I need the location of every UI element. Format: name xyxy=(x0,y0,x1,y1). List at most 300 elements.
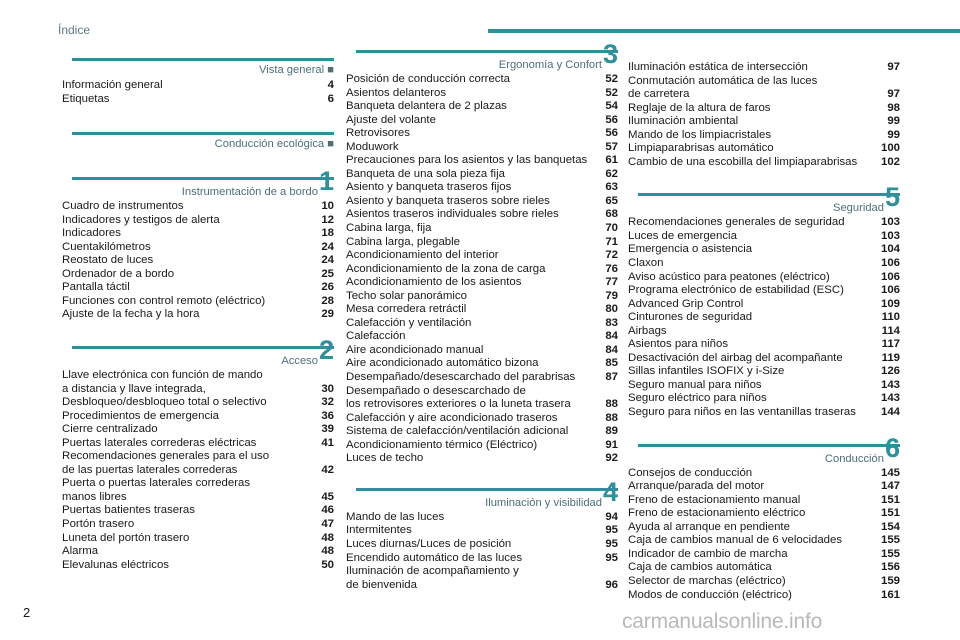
section-number: 6 xyxy=(884,432,900,463)
toc-entry-label: Asiento y banqueta traseros fijos xyxy=(346,181,512,194)
toc-entry[interactable] xyxy=(346,141,618,155)
section-heading xyxy=(62,166,334,200)
toc-entry-page: 88 xyxy=(605,398,618,411)
toc-entry-label: Puertas laterales correderas eléctricas xyxy=(62,436,257,449)
toc-entry-page: 45 xyxy=(321,490,334,503)
toc-entry[interactable] xyxy=(346,344,618,358)
section-heading xyxy=(628,182,900,216)
toc-entry-label: Información general xyxy=(62,79,163,91)
toc-entry-page: 147 xyxy=(880,480,900,493)
toc-entry-page: 159 xyxy=(880,574,900,587)
section-title: Seguridad xyxy=(832,202,884,215)
toc-entry[interactable] xyxy=(346,538,618,552)
section-heading xyxy=(628,432,900,467)
toc-section xyxy=(628,61,900,169)
toc-entry-page: 96 xyxy=(605,578,618,591)
toc-entry[interactable] xyxy=(628,129,900,143)
toc-entry-page: 99 xyxy=(887,128,900,141)
toc-entry-page: 87 xyxy=(605,371,618,384)
toc-entry-label: Luces diurnas/Luces de posición xyxy=(346,537,512,550)
toc-entry-label: Cinturones de seguridad xyxy=(628,311,753,324)
section-number: 1 xyxy=(318,166,334,197)
toc-entry[interactable] xyxy=(62,254,334,268)
toc-entry-page: 110 xyxy=(881,311,900,324)
toc-entry-label: Arranque/parada del motor xyxy=(628,480,765,493)
toc-entry-page: 18 xyxy=(321,227,334,240)
toc-entry[interactable] xyxy=(62,214,334,228)
toc-entry-label: Calefacción y ventilación xyxy=(346,316,472,329)
toc-entry-page: 117 xyxy=(881,338,900,351)
toc-entry[interactable] xyxy=(62,545,334,559)
toc-entry[interactable] xyxy=(628,379,900,393)
toc-entry[interactable] xyxy=(346,385,618,412)
toc-entry[interactable] xyxy=(62,437,334,451)
header-accent-bar xyxy=(488,29,960,33)
toc-entry-label: Retrovisores xyxy=(346,127,410,140)
toc-section xyxy=(62,166,334,322)
toc-entry[interactable] xyxy=(628,284,900,298)
toc-section xyxy=(346,39,618,466)
toc-entry-page: 42 xyxy=(321,463,334,476)
toc-entry[interactable] xyxy=(346,317,618,331)
toc-entry[interactable] xyxy=(628,271,900,285)
toc-entry-label: Airbags xyxy=(628,324,667,337)
toc-entry-label: Calefacción y aire acondicionado traseros xyxy=(346,411,558,424)
toc-entry-label: Indicador de cambio de marcha xyxy=(628,547,788,560)
toc-entry-page: 84 xyxy=(605,343,618,356)
toc-entry[interactable] xyxy=(62,79,334,93)
toc-entry-page: 95 xyxy=(605,537,618,550)
toc-entry[interactable] xyxy=(628,561,900,575)
toc-entry-page: 28 xyxy=(321,294,334,307)
toc-entry-label: Reglaje de la altura de faros xyxy=(628,101,771,114)
toc-entry[interactable] xyxy=(346,276,618,290)
toc-entry-label: Banqueta delantera de 2 plazas xyxy=(346,100,507,113)
toc-entry[interactable] xyxy=(62,410,334,424)
toc-entry-page: 25 xyxy=(321,267,334,280)
section-title: Instrumentación de a bordo xyxy=(181,186,318,199)
toc-entry-label: Llave electrónica con función de mando a distancia y llave integrada, xyxy=(62,369,263,395)
toc-entry[interactable] xyxy=(62,93,334,107)
toc-entry-page: 154 xyxy=(880,520,900,533)
toc-entry-page: 98 xyxy=(887,101,900,114)
toc-entry[interactable] xyxy=(628,467,900,481)
toc-entry-page: 143 xyxy=(880,392,900,405)
toc-entry[interactable] xyxy=(62,477,334,504)
watermark: carmanualsonline.info xyxy=(622,610,823,633)
toc-entry-page: 80 xyxy=(605,303,618,316)
toc-entry-page: 95 xyxy=(605,524,618,537)
toc-section xyxy=(62,132,334,153)
toc-entry-page: 63 xyxy=(605,181,618,194)
toc-column-1 xyxy=(62,58,334,572)
toc-entry-page: 56 xyxy=(605,127,618,140)
toc-entry-label: Cuentakilómetros xyxy=(62,240,151,253)
toc-entry[interactable] xyxy=(346,290,618,304)
toc-entry[interactable] xyxy=(628,156,900,170)
toc-entry[interactable] xyxy=(346,127,618,141)
toc-entry[interactable] xyxy=(62,423,334,437)
toc-entry-label: Ordenador de a bordo xyxy=(62,267,175,280)
toc-entry-label: Limpiaparabrisas automático xyxy=(628,142,774,155)
toc-entry[interactable] xyxy=(628,298,900,312)
toc-entry-page: 156 xyxy=(880,561,900,574)
toc-entry-page: 77 xyxy=(605,276,618,289)
toc-entry[interactable] xyxy=(62,241,334,255)
toc-entry[interactable] xyxy=(62,532,334,546)
toc-entry-label: Caja de cambios automática xyxy=(628,561,772,574)
toc-entry[interactable] xyxy=(628,102,900,116)
toc-entry-label: Desempañado o desescarchado de los retrovisores exteriores o la luneta trasera xyxy=(346,384,571,411)
toc-entry-label: Funciones con control remoto (eléctrico) xyxy=(62,294,266,307)
toc-entry-label: Moduwork xyxy=(346,140,399,153)
toc-entry-page: 103 xyxy=(880,229,900,242)
toc-entry-label: Cierre centralizado xyxy=(62,423,158,436)
toc-entry-label: Asientos para niños xyxy=(628,338,729,351)
toc-entry-page: 100 xyxy=(880,142,900,155)
toc-entry-page: 114 xyxy=(881,324,900,337)
toc-entry-label: Selector de marchas (eléctrico) xyxy=(628,574,786,587)
toc-entry[interactable] xyxy=(346,87,618,101)
toc-entry-page: 12 xyxy=(321,213,334,226)
toc-entry[interactable] xyxy=(62,559,334,573)
toc-column-3 xyxy=(628,61,900,602)
toc-entry-label: Ajuste del volante xyxy=(346,113,436,126)
toc-entry[interactable] xyxy=(62,396,334,410)
toc-entry-label: Seguro para niños en las ventanillas traseras xyxy=(628,406,856,419)
toc-section xyxy=(628,182,900,419)
toc-entry[interactable] xyxy=(346,222,618,236)
toc-entry-page: 92 xyxy=(605,452,618,465)
toc-entry[interactable] xyxy=(62,227,334,241)
toc-entry-label: Asientos traseros individuales sobre rieles xyxy=(346,208,559,221)
toc-entry-page: 151 xyxy=(880,507,900,520)
toc-entry-page: 10 xyxy=(321,200,334,213)
toc-entry-page: 26 xyxy=(321,281,334,294)
toc-entry[interactable] xyxy=(628,406,900,420)
toc-entry[interactable] xyxy=(346,73,618,87)
toc-entry[interactable] xyxy=(62,518,334,532)
section-title: Conducción xyxy=(824,452,884,465)
toc-entry-label: Acondicionamiento térmico (Eléctrico) xyxy=(346,438,538,451)
toc-entry[interactable] xyxy=(62,295,334,309)
toc-entry-label: Acondicionamiento del interior xyxy=(346,249,499,262)
toc-entry[interactable] xyxy=(628,338,900,352)
toc-entry-label: Reostato de luces xyxy=(62,254,154,267)
toc-entry[interactable] xyxy=(346,511,618,525)
toc-entry-page: 48 xyxy=(321,545,334,558)
toc-entry-label: Aviso acústico para peatones (eléctrico) xyxy=(628,270,830,283)
toc-entry-page: 62 xyxy=(605,167,618,180)
toc-entry[interactable] xyxy=(628,534,900,548)
toc-entry[interactable] xyxy=(346,371,618,385)
toc-entry-label: Advanced Grip Control xyxy=(628,297,744,310)
toc-entry-label: Aire acondicionado automático bizona xyxy=(346,357,539,370)
toc-entry-page: 83 xyxy=(605,316,618,329)
toc-entry[interactable] xyxy=(628,480,900,494)
toc-entry[interactable] xyxy=(346,114,618,128)
toc-entry[interactable] xyxy=(62,281,334,295)
toc-entry-label: Acondicionamiento de los asientos xyxy=(346,276,522,289)
toc-entry-label: Sillas infantiles ISOFIX y i-Size xyxy=(628,365,785,378)
toc-section xyxy=(62,335,334,572)
toc-entry-label: Modos de conducción (eléctrico) xyxy=(628,588,792,601)
toc-entry-page: 72 xyxy=(605,249,618,262)
toc-entry-page: 57 xyxy=(605,140,618,153)
toc-entry-label: Mando de las luces xyxy=(346,510,445,523)
toc-entry-page: 41 xyxy=(321,436,334,449)
toc-entry[interactable] xyxy=(628,257,900,271)
toc-entry-page: 54 xyxy=(605,100,618,113)
section-number: 3 xyxy=(602,39,618,69)
toc-entry[interactable] xyxy=(628,115,900,129)
toc-entry[interactable] xyxy=(628,216,900,230)
toc-entry[interactable] xyxy=(346,565,618,592)
page-header-title: Índice xyxy=(58,23,91,37)
toc-entry[interactable] xyxy=(628,75,900,102)
toc-entry-label: Claxon xyxy=(628,257,664,270)
toc-entry[interactable] xyxy=(628,548,900,562)
toc-entry-page: 151 xyxy=(880,493,900,506)
toc-entry-label: Freno de estacionamiento manual xyxy=(628,493,801,506)
toc-entry[interactable] xyxy=(346,208,618,222)
toc-entry-label: Aire acondicionado manual xyxy=(346,343,484,356)
toc-entry-page: 46 xyxy=(321,504,334,517)
toc-entry-page: 65 xyxy=(605,194,618,207)
toc-entry[interactable] xyxy=(346,452,618,466)
toc-entry[interactable] xyxy=(62,450,334,477)
toc-entry-page: 47 xyxy=(321,518,334,531)
toc-entry-page: 109 xyxy=(880,297,900,310)
toc-entry-page: 85 xyxy=(605,357,618,370)
toc-entry[interactable] xyxy=(628,352,900,366)
toc-entry-label: Encendido automático de las luces xyxy=(346,551,523,564)
toc-entry[interactable] xyxy=(346,181,618,195)
section-title: Iluminación y visibilidad xyxy=(485,496,602,509)
toc-entry-page: 97 xyxy=(887,88,900,101)
toc-entry-label: Desbloqueo/desbloqueo total o selectivo xyxy=(62,396,267,409)
toc-entry-page: 94 xyxy=(605,510,618,523)
toc-entry-page: 91 xyxy=(605,438,618,451)
toc-entry[interactable] xyxy=(346,195,618,209)
toc-entry[interactable] xyxy=(628,243,900,257)
toc-entry-label: Emergencia o asistencia xyxy=(628,243,753,256)
toc-entry[interactable] xyxy=(346,357,618,371)
toc-entry-label: Caja de cambios manual de 6 velocidades xyxy=(628,534,843,547)
toc-entry[interactable] xyxy=(628,365,900,379)
toc-entry[interactable] xyxy=(628,325,900,339)
toc-entry[interactable] xyxy=(628,392,900,406)
section-title: Vista general ■ xyxy=(259,64,334,76)
toc-entry-label: Luces de techo xyxy=(346,452,424,465)
toc-entry-page: 95 xyxy=(605,551,618,564)
toc-entry-page: 126 xyxy=(880,365,900,378)
section-title: Acceso xyxy=(281,355,318,368)
toc-entry-label: Acondicionamiento de la zona de carga xyxy=(346,262,546,275)
toc-entry-page: 39 xyxy=(321,423,334,436)
toc-entry[interactable] xyxy=(628,589,900,603)
toc-entry-page: 79 xyxy=(605,289,618,302)
section-heading xyxy=(62,335,334,369)
toc-entry[interactable] xyxy=(628,494,900,508)
toc-entry[interactable] xyxy=(346,412,618,426)
toc-entry-label: Posición de conducción correcta xyxy=(346,73,510,85)
toc-entry[interactable] xyxy=(62,200,334,214)
section-heading xyxy=(346,476,618,511)
toc-entry-page: 84 xyxy=(605,330,618,343)
toc-entry-page: 71 xyxy=(605,235,618,248)
toc-entry-label: Programa electrónico de estabilidad (ESC) xyxy=(628,284,844,297)
section-number: 4 xyxy=(602,476,618,507)
toc-entry[interactable] xyxy=(62,268,334,282)
toc-entry[interactable] xyxy=(346,303,618,317)
toc-entry-page: 24 xyxy=(321,240,334,253)
toc-entry-label: Indicadores xyxy=(62,227,121,240)
toc-entry-page: 50 xyxy=(321,558,334,571)
toc-entry-label: Recomendaciones generales para el uso de las puertas laterales correderas xyxy=(62,450,270,476)
toc-entry[interactable] xyxy=(346,100,618,114)
toc-entry-label: Portón trasero xyxy=(62,518,135,531)
toc-entry[interactable] xyxy=(346,552,618,566)
toc-entry-page: 48 xyxy=(321,531,334,544)
toc-entry[interactable] xyxy=(628,507,900,521)
toc-column-2 xyxy=(346,39,618,592)
toc-entry-label: Procedimientos de emergencia xyxy=(62,409,220,422)
toc-entry-label: Pantalla táctil xyxy=(62,281,130,294)
toc-entry[interactable] xyxy=(346,168,618,182)
toc-entry-label: Desempañado/desescarchado del parabrisas xyxy=(346,371,576,384)
toc-entry-label: Freno de estacionamiento eléctrico xyxy=(628,507,806,520)
toc-entry-label: Banqueta de una sola pieza fija xyxy=(346,167,505,180)
section-title: Ergonomía y Confort xyxy=(498,59,602,71)
toc-entry-label: Luneta del portón trasero xyxy=(62,531,190,544)
toc-entry-label: Cambio de una escobilla del limpiaparabrisas xyxy=(628,155,858,168)
toc-entry-label: Consejos de conducción xyxy=(628,466,753,479)
toc-entry-label: Etiquetas xyxy=(62,92,110,105)
section-number: 2 xyxy=(318,335,334,366)
toc-entry-page: 52 xyxy=(605,73,618,85)
toc-entry-page: 106 xyxy=(880,284,900,297)
toc-entry-label: Cuadro de instrumentos xyxy=(62,200,184,213)
toc-entry-label: Iluminación de acompañamiento y de bienvenida xyxy=(346,565,519,591)
toc-entry[interactable] xyxy=(628,521,900,535)
section-title: Conducción ecológica ■ xyxy=(214,138,334,151)
toc-entry-label: Calefacción xyxy=(346,330,406,343)
toc-entry[interactable] xyxy=(62,308,334,322)
section-heading xyxy=(62,135,334,153)
toc-entry[interactable] xyxy=(628,61,900,75)
toc-entry-label: Seguro manual para niños xyxy=(628,378,762,391)
toc-entry-label: Iluminación estática de intersección xyxy=(628,61,808,73)
toc-entry-page: 143 xyxy=(880,378,900,391)
toc-entry-label: Elevalunas eléctricos xyxy=(62,558,169,571)
toc-entry-page: 70 xyxy=(605,222,618,235)
toc-entry[interactable] xyxy=(346,439,618,453)
section-heading xyxy=(346,39,618,73)
toc-entry-label: Recomendaciones generales de seguridad xyxy=(628,216,845,229)
page-number: 2 xyxy=(23,605,31,620)
toc-entry-page: 52 xyxy=(605,86,618,99)
toc-entry-label: Intermitentes xyxy=(346,524,412,537)
toc-entry-page: 89 xyxy=(605,425,618,438)
toc-section xyxy=(62,58,334,106)
toc-entry[interactable] xyxy=(346,425,618,439)
toc-entry-label: Techo solar panorámico xyxy=(346,289,467,302)
toc-entry-label: Precauciones para los asientos y las banquetas xyxy=(346,154,588,167)
toc-entry[interactable] xyxy=(346,249,618,263)
toc-section xyxy=(628,432,900,602)
toc-entry[interactable] xyxy=(62,504,334,518)
toc-entry-label: Desactivación del airbag del acompañante xyxy=(628,351,843,364)
toc-entry-page: 24 xyxy=(321,254,334,267)
toc-entry-page: 4 xyxy=(327,79,334,91)
toc-entry[interactable] xyxy=(346,263,618,277)
toc-entry[interactable] xyxy=(628,575,900,589)
toc-entry-page: 161 xyxy=(880,588,900,601)
toc-entry-page: 106 xyxy=(880,257,900,270)
toc-entry[interactable] xyxy=(628,142,900,156)
toc-section xyxy=(346,476,618,592)
toc-entry-page: 56 xyxy=(605,113,618,126)
toc-entry-label: Mando de los limpiacristales xyxy=(628,128,772,141)
toc-entry-page: 30 xyxy=(321,382,334,395)
toc-entry-label: Mesa corredera retráctil xyxy=(346,303,467,316)
toc-entry[interactable] xyxy=(346,524,618,538)
toc-entry-label: Asiento y banqueta traseros sobre rieles xyxy=(346,194,550,207)
toc-entry[interactable] xyxy=(62,369,334,396)
toc-entry-page: 102 xyxy=(880,155,900,168)
toc-entry-label: Ajuste de la fecha y la hora xyxy=(62,308,200,321)
toc-entry-page: 32 xyxy=(321,396,334,409)
toc-entry-page: 29 xyxy=(321,308,334,321)
toc-entry-label: Indicadores y testigos de alerta xyxy=(62,213,220,226)
toc-entry-label: Ayuda al arranque en pendiente xyxy=(628,520,790,533)
toc-entry[interactable] xyxy=(346,330,618,344)
toc-entry-page: 97 xyxy=(887,61,900,73)
toc-entry-page: 76 xyxy=(605,262,618,275)
toc-entry-page: 61 xyxy=(605,154,618,167)
toc-entry-page: 104 xyxy=(880,243,900,256)
toc-entry-page: 144 xyxy=(880,406,900,419)
toc-entry-label: Alarma xyxy=(62,545,99,558)
toc-entry-label: Conmutación automática de las luces de carretera xyxy=(628,74,818,101)
toc-entry-label: Puerta o puertas laterales correderas manos libres xyxy=(62,477,251,503)
toc-entry[interactable] xyxy=(628,230,900,244)
toc-entry-page: 6 xyxy=(327,92,334,105)
toc-entry-label: Cabina larga, fija xyxy=(346,222,432,235)
toc-entry-label: Puertas batientes traseras xyxy=(62,504,195,517)
toc-entry-page: 88 xyxy=(605,411,618,424)
toc-entry-page: 106 xyxy=(880,270,900,283)
toc-entry-page: 36 xyxy=(321,409,334,422)
toc-entry-page: 155 xyxy=(880,534,900,547)
section-heading xyxy=(62,61,334,79)
toc-entry-label: Luces de emergencia xyxy=(628,229,737,242)
toc-entry-page: 103 xyxy=(880,216,900,229)
toc-entry-label: Iluminación ambiental xyxy=(628,115,739,128)
toc-entry-page: 68 xyxy=(605,208,618,221)
toc-entry[interactable] xyxy=(628,311,900,325)
toc-entry-page: 145 xyxy=(880,466,900,479)
toc-entry-page: 119 xyxy=(881,351,900,364)
toc-entry[interactable] xyxy=(346,236,618,250)
toc-entry-page: 155 xyxy=(880,547,900,560)
toc-entry-label: Sistema de calefacción/ventilación adicional xyxy=(346,425,569,438)
toc-entry[interactable] xyxy=(346,154,618,168)
toc-entry-label: Seguro eléctrico para niños xyxy=(628,392,767,405)
toc-entry-label: Asientos delanteros xyxy=(346,86,447,99)
toc-entry-label: Cabina larga, plegable xyxy=(346,235,460,248)
